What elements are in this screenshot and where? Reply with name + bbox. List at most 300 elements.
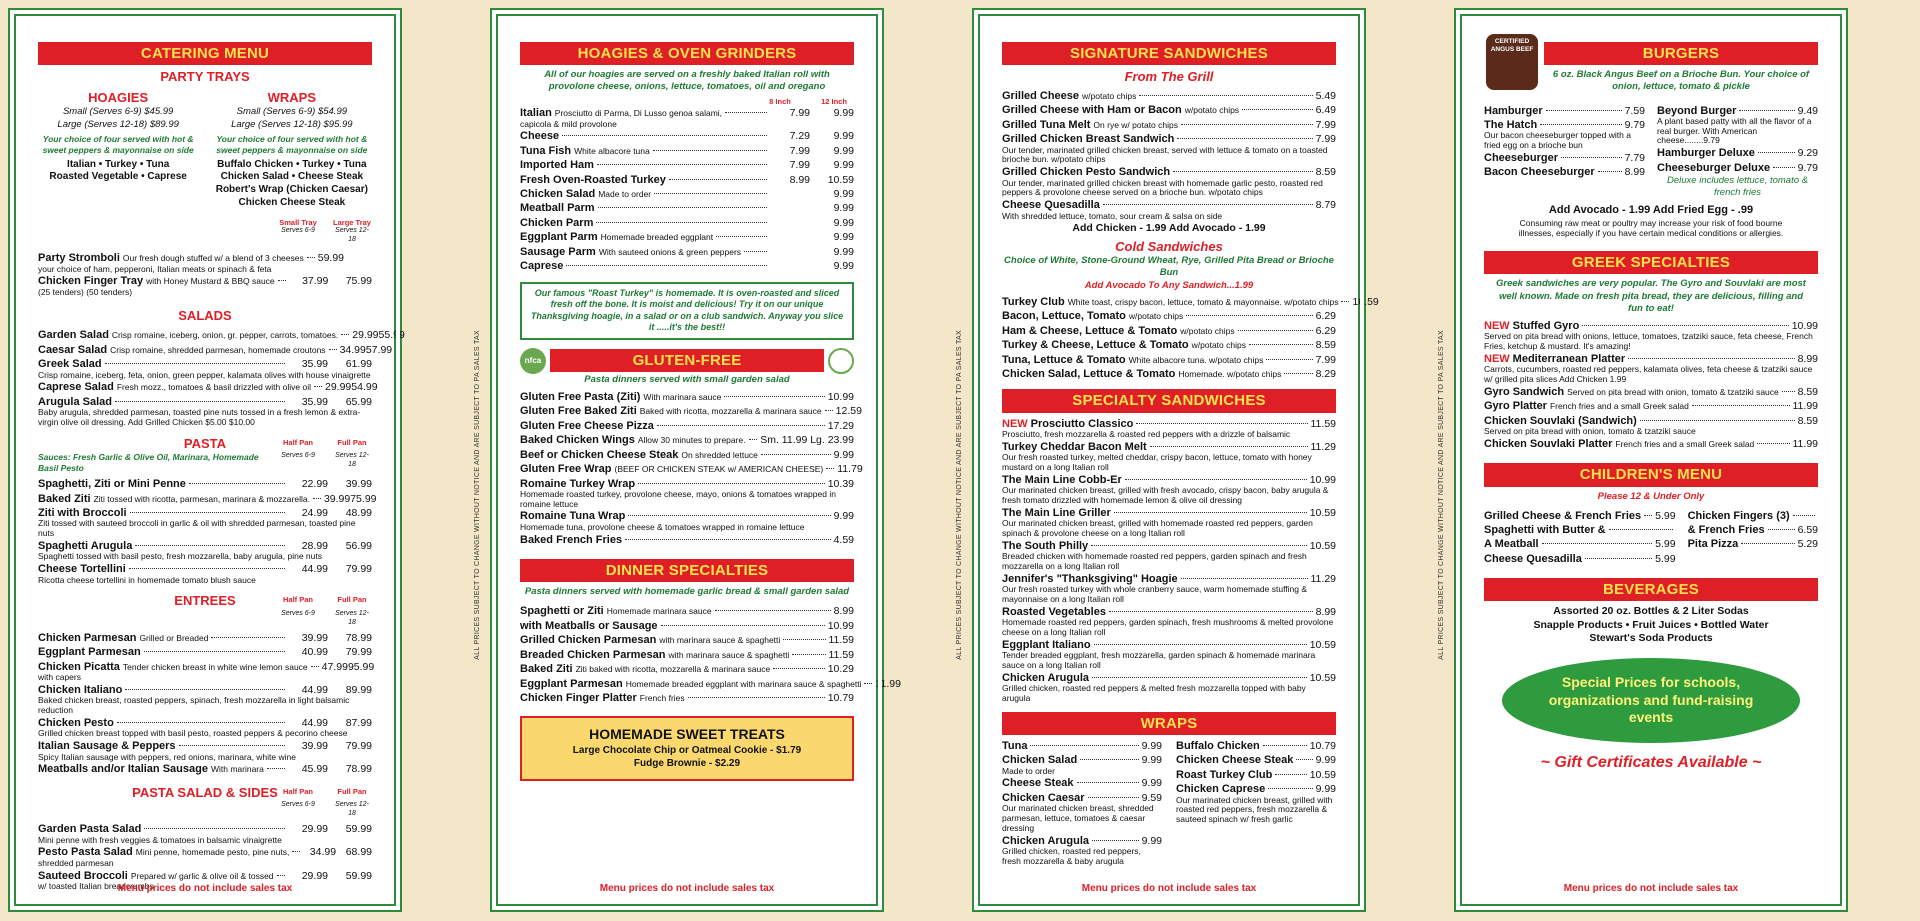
menu-item: [1002, 118, 1336, 132]
leader-dots: [1030, 745, 1138, 746]
leader-dots: [628, 515, 830, 516]
leader-dots: [638, 483, 825, 484]
menu-item: [520, 419, 854, 433]
special-prices-oval: Special Prices for schools, organizations and fund-raising events: [1502, 658, 1800, 744]
menu-item: [38, 477, 372, 491]
leader-dots: [341, 334, 349, 335]
leader-dots: [314, 386, 322, 387]
item-price-large: 87.99: [345, 716, 372, 729]
kids-right: [1688, 509, 1818, 566]
item-name: Baked Ziti: [38, 492, 91, 505]
leader-dots: [125, 689, 285, 690]
leader-dots: [311, 666, 319, 667]
menu-item: [1484, 552, 1676, 566]
cold-note: Choice of White, Stone-Ground Wheat, Rye, Grilled Pita Bread or Brioche Bun: [1004, 255, 1334, 279]
item-name: Turkey Cheddar Bacon Melt: [1002, 440, 1147, 453]
item-name: Chicken Souvlaki (Sandwich): [1484, 414, 1637, 427]
item-name: Chicken Pesto: [38, 716, 114, 729]
item-desc: with Honey Mustard & BBQ sauce: [146, 276, 275, 287]
menu-item: [520, 245, 854, 259]
item-price: 10.79: [827, 692, 854, 705]
menu-item: [38, 380, 378, 394]
vertical-note-1: ALL PRICES SUBJECT TO CHANGE WITHOUT NOTICE AND ARE SUBJECT TO PA SALES TAX: [474, 330, 481, 660]
item-price: 8.99: [1797, 352, 1818, 365]
hoagies-items: Italian • Turkey • Tuna: [67, 158, 170, 170]
item-price: 8.59: [1797, 385, 1818, 398]
item-name: Cheese: [520, 130, 560, 143]
menu-item: [1176, 739, 1336, 753]
item-desc: w/potato chips: [1184, 105, 1240, 116]
item-price-small: 37.99: [302, 275, 329, 288]
sweet-treats-box: [520, 716, 854, 782]
certified-angus-logo: [1486, 34, 1538, 90]
menu-item: [1484, 151, 1645, 165]
item-name: Spaghetti or Ziti: [520, 605, 604, 618]
leader-dots: [1585, 558, 1652, 559]
leader-dots: [773, 668, 825, 669]
party-list: [38, 251, 372, 297]
item-name: Chicken Parm: [520, 216, 594, 229]
item-name: Garden Pasta Salad: [38, 823, 142, 836]
item-name: Chicken Picatta: [38, 660, 120, 673]
pasta-serves-half: Serves 6-9: [281, 452, 315, 460]
item-name: Grilled Cheese: [1002, 89, 1080, 102]
pasta-serves-full: Serves 12-18: [335, 452, 369, 469]
item-desc: Baked with ricotta, mozzarella & marinara sauce: [639, 406, 822, 417]
item-price-small: 29.99: [301, 869, 328, 882]
item-price: 7.99: [1315, 133, 1336, 146]
item-name: Spaghetti with Butter &: [1484, 524, 1606, 537]
leader-dots: [189, 483, 285, 484]
leader-dots: [313, 498, 321, 499]
item-price: 6.29: [1315, 324, 1336, 337]
item-name: Fresh Oven-Roasted Turkey: [520, 173, 666, 186]
menu-item: [520, 462, 863, 476]
item-desc: French fries and a small Greek salad: [1549, 401, 1689, 412]
leader-dots: [864, 683, 872, 684]
sandwiches-banner: SIGNATURE SANDWICHES: [1002, 42, 1336, 65]
item-desc: French fries and a small Greek salad: [1615, 438, 1755, 449]
wraps-note: Your choice of four served with hot & sweet peppers & mayonnaise on side: [216, 133, 368, 155]
hoagies-small: Small (Serves 6-9) $45.99: [62, 106, 174, 118]
panel-catering: [14, 14, 405, 906]
leader-dots: [597, 164, 767, 165]
pasta-sauces: Sauces: Fresh Garlic & Olive Oil, Marinara, Homemade Basil Pesto: [38, 452, 259, 474]
item-detail: Our tender, marinated grilled chicken breast, served with lettuce & tomato on a toasted brioche bun. w/potato chips: [1002, 144, 1328, 165]
item-detail: Homemade roasted turkey, provolone cheese, mayo, onions & tomatoes wrapped in romaine lettuce: [520, 488, 836, 509]
item-name: The South Philly: [1002, 539, 1089, 552]
item-name: Chicken Arugula: [1002, 671, 1089, 684]
item-price: 11.59: [828, 634, 854, 647]
item-price-large: 57.99: [365, 343, 393, 356]
item-price: 7.99: [1315, 353, 1336, 366]
leader-dots: [1125, 479, 1307, 480]
item-price-large: 9.99: [833, 260, 854, 273]
menu-item: [520, 533, 854, 547]
leader-dots: [1139, 95, 1312, 96]
item-name: Chicken Fingers (3): [1687, 509, 1790, 522]
item-price: 5.99: [1655, 538, 1676, 551]
item-price-small: 7.99: [789, 107, 810, 120]
item-name: A Meatball: [1484, 538, 1539, 551]
leader-dots: [725, 112, 767, 113]
item-desc: White toast, crispy bacon, lettuce, tomato & mayonnaise. w/potato chips: [1067, 296, 1339, 307]
footer-tax-note-2: Menu prices do not include sales tax: [599, 883, 775, 895]
item-detail: Baby arugula, shredded parmesan, toasted pine nuts tossed in a fresh lemon & extra-virgin olive oil dressing. Add Grilled Chicken $5.00 $10.00: [38, 407, 361, 427]
leader-dots: [562, 135, 767, 136]
menu-item: [520, 390, 854, 404]
item-detail: Our fresh roasted turkey, melted cheddar, crispy bacon, lettuce, tomato with honey mustard on a long Italian roll: [1002, 452, 1312, 473]
item-desc: White albacore tuna: [574, 145, 650, 156]
item-name: Jennifer's "Thanksgiving" Hoagie: [1002, 572, 1178, 585]
item-price-large: 75.99: [350, 492, 377, 505]
item-name: Arugula Salad: [38, 395, 112, 408]
raw-meat-warning: Consuming raw meat or poultry may increase your risk of food bourne illnesses, especially if you have certain medical conditions or allergies.: [1518, 217, 1784, 239]
item-price-large: 68.99: [345, 846, 372, 859]
item-price-small: 44.99: [301, 563, 328, 576]
item-price: 5.99: [1655, 552, 1676, 565]
item-price: 10.99: [1791, 319, 1818, 332]
pasta-head: [38, 436, 372, 453]
item-detail: Homemade tuna, provolone cheese & tomatoes wrapped in romaine lettuce: [520, 521, 805, 532]
leader-dots: [1768, 529, 1795, 530]
menu-item: [1657, 146, 1818, 160]
item-price-small: 39.99: [301, 740, 328, 753]
item-detail: Crisp romaine, iceberg, feta, onion, green pepper, kalamata olives with house vinaigrette: [38, 369, 371, 380]
leader-dots: [1266, 359, 1312, 360]
item-desc: Crisp romaine, iceberg, onion, gr. pepper, carrots, tomatoes.: [111, 330, 339, 341]
item-name: Greek Salad: [38, 358, 102, 371]
sides-list: [38, 822, 372, 892]
item-price-small: 29.99: [301, 823, 328, 836]
leader-dots: [135, 545, 285, 546]
menu-item: [520, 129, 854, 143]
entrees-col-heads: [278, 595, 372, 605]
item-price: Sm. 11.99 Lg. 23.99: [760, 434, 854, 447]
tray-col-serves: [38, 227, 372, 245]
item-price-large: 75.99: [345, 275, 372, 288]
item-price: 10.59: [1309, 768, 1336, 781]
leader-dots: [1741, 543, 1794, 544]
item-price: 10.29: [827, 663, 854, 676]
leader-dots: [1091, 545, 1307, 546]
bev-line-1: Assorted 20 oz. Bottles & 2 Liter Sodas: [1553, 605, 1749, 618]
item-price-large: 61.99: [345, 358, 372, 371]
item-detail: Mini penne with fresh veggies & tomatoes in balsamic vinaigrette: [38, 834, 282, 845]
leader-dots: [1103, 204, 1313, 205]
leader-dots: [1540, 124, 1621, 125]
leader-dots: [1080, 759, 1138, 760]
item-name: Baked French Fries: [520, 533, 623, 546]
item-detail: Our marinated chicken breast, grilled with fresh avocado, crispy bacon, baby arugula & fresh tomato drizzled with homemade lemon & olive oil dressing: [1002, 485, 1329, 505]
item-name: Cheese Quesadilla: [1002, 199, 1100, 212]
item-price: 8.99: [1624, 166, 1645, 179]
menu-item: [1002, 739, 1162, 753]
entrees-serves: [38, 610, 372, 628]
menu-item: [38, 492, 377, 506]
menu-item: [520, 648, 854, 662]
leader-dots: [105, 363, 285, 364]
item-price: 6.59: [1797, 523, 1818, 536]
specialty-list: [1002, 417, 1336, 704]
item-price-small: 34.99: [339, 343, 366, 356]
item-name: Caprese Salad: [38, 381, 114, 394]
item-detail: A plant based patty with all the flavor of a real burger. With American cheese........9.79: [1657, 115, 1812, 146]
menu-item: [38, 762, 372, 776]
deluxe-note: Deluxe includes lettuce, tomato & french fries: [1667, 175, 1808, 199]
item-detail: Our marinated chicken breast, grilled with homemade roasted red peppers, garden spinach & provolone cheese on a long Italian roll: [1002, 518, 1313, 538]
item-price-large: 9.99: [833, 188, 854, 201]
item-desc: Tender chicken breast in white wine lemon sauce: [122, 661, 308, 672]
footer-tax-note-3: Menu prices do not include sales tax: [1081, 883, 1257, 895]
item-name: Baked Chicken Wings: [520, 434, 635, 447]
pasta-sub: [38, 452, 372, 474]
item-desc: French fries: [639, 693, 685, 704]
item-name: Cheese Tortellini: [38, 563, 126, 576]
item-desc: w/potato chips: [1180, 325, 1235, 336]
leader-dots: [669, 179, 767, 180]
item-detail: Carrots, cucumbers, roasted red peppers, kalamata olives, feta cheese & tzatziki sauce w/ grilled pita slices Add Chicken 1.99: [1484, 364, 1813, 385]
greek-note: Greek sandwiches are very popular. The Gyro and Souvlaki are most well known. Made on fresh pita bread, they are delicious, filling and fun to eat!: [1496, 278, 1806, 314]
leader-dots: [749, 439, 758, 440]
item-price-small: 28.99: [301, 539, 328, 552]
burgers-cols: [1484, 104, 1818, 200]
item-detail: capicola & mild provolone: [520, 118, 617, 129]
item-desc: w/potato chips: [1082, 90, 1137, 101]
item-detail: shredded parmesan: [38, 857, 114, 868]
gf-list: [520, 390, 863, 547]
item-price: 10.79: [1309, 739, 1336, 752]
menu-item: [520, 259, 854, 273]
burger-adds: Add Avocado - 1.99 Add Fried Egg - .99: [1548, 204, 1754, 217]
ent-col-full: Full Pan: [337, 595, 367, 605]
item-detail: Our fresh roasted turkey with whole cranberry sauce, warm homemade stuffing & mayonnaise on a long Italian roll: [1002, 584, 1308, 604]
leader-dots: [1758, 152, 1795, 153]
footer-tax-note-4: Menu prices do not include sales tax: [1563, 883, 1739, 895]
item-price: 9.99: [1141, 834, 1162, 847]
item-price: 9.99: [833, 448, 854, 461]
ent-col-half: Half Pan: [282, 595, 313, 605]
nfca-logo: nfca: [520, 348, 546, 374]
sides-title: PASTA SALAD & SIDES: [132, 784, 278, 800]
item-name: Grilled Tuna Melt: [1002, 118, 1091, 131]
menu-item: [38, 660, 375, 674]
leader-dots: [657, 425, 825, 426]
item-price-small: 35.99: [301, 358, 328, 371]
leader-dots: [826, 468, 834, 469]
leader-dots: [115, 401, 285, 402]
item-price: 9.99: [1141, 754, 1162, 767]
item-name: Tuna, Lettuce & Tomato: [1002, 353, 1126, 366]
leader-dots: [1793, 515, 1815, 516]
item-price-large: 10.59: [827, 173, 854, 186]
item-price: 10.59: [1309, 506, 1336, 519]
leader-dots: [688, 697, 825, 698]
item-price: 9.59: [1141, 791, 1162, 804]
item-name: Grilled Cheese with Ham or Bacon: [1002, 104, 1182, 117]
item-detail: Homemade roasted red peppers, garden spinach, fresh mushrooms & melted provolone cheese on a long Italian roll: [1002, 617, 1334, 637]
item-price: 11.29: [1310, 572, 1336, 585]
item-name: Italian: [520, 107, 552, 120]
item-price: 5.29: [1797, 538, 1818, 551]
item-price-small: 29.99: [352, 329, 379, 342]
menu-item: [520, 604, 854, 618]
ent-serves-full: Serves 12-18: [335, 609, 369, 626]
menu-item: [1688, 523, 1818, 537]
menu-item: [520, 662, 854, 676]
party-trays-title: PARTY TRAYS: [160, 69, 250, 85]
item-price: 9.99: [833, 510, 854, 523]
leader-dots: [1181, 578, 1308, 579]
item-price-large: 65.99: [345, 395, 372, 408]
leader-dots: [1173, 171, 1312, 172]
treats-cookie: Large Chocolate Chip or Oatmeal Cookie - $1.79: [572, 745, 802, 757]
item-name: Chicken Souvlaki Platter: [1484, 437, 1613, 450]
serves-large: Serves 12-18: [335, 227, 369, 244]
item-detail: with capers: [38, 672, 81, 683]
leader-dots: [1546, 110, 1622, 111]
item-price-small: 7.29: [789, 130, 810, 143]
item-name: Turkey & Cheese, Lettuce & Tomato: [1002, 339, 1189, 352]
item-desc: On rye w/ potato chips: [1093, 119, 1178, 130]
item-price-large: 9.99: [833, 144, 854, 157]
leader-dots: [1150, 446, 1308, 447]
menu-item: [1002, 103, 1336, 117]
item-name: Cheeseburger Deluxe: [1657, 161, 1771, 174]
menu-item: [520, 173, 854, 187]
item-price: 10.59: [1309, 671, 1336, 684]
menu-item: [1002, 89, 1336, 103]
item-detail: (25 tenders) (50 tenders): [38, 286, 133, 297]
item-name: Breaded Chicken Parmesan: [520, 648, 666, 661]
item-name: Gluten Free Wrap: [520, 463, 612, 476]
item-price-small: 59.99: [317, 252, 345, 265]
item-price-large: 55.99: [378, 329, 405, 342]
leader-dots: [1263, 745, 1307, 746]
item-name: Baked Ziti: [520, 663, 573, 676]
item-name: Beyond Burger: [1657, 104, 1737, 117]
item-desc: (BEEF OR CHICKEN STEAK w/ AMERICAN CHEESE): [614, 464, 824, 475]
hoagies-items2: Roasted Vegetable • Caprese: [49, 171, 187, 183]
item-desc: with marinara sauce & spaghetti: [659, 635, 781, 646]
cold-add: Add Avocado To Any Sandwich...1.99: [1084, 279, 1254, 291]
item-price-small: 24.99: [301, 506, 328, 519]
wraps-right: [1176, 739, 1336, 867]
item-name: Chicken Salad: [520, 188, 596, 201]
item-desc: Homemade marinara sauce: [606, 606, 712, 617]
menu-item: [520, 187, 854, 201]
trays-section: [38, 90, 372, 210]
item-name: Eggplant Parmesan: [520, 677, 623, 690]
item-detail: Our tender, marinated grilled chicken breast with homemade garlic pesto, roasted red peppers & provolone cheese served on a brioche bun. w/potato chips: [1002, 177, 1323, 198]
item-price: 8.59: [1797, 414, 1818, 427]
item-price: 9.29: [1797, 147, 1818, 160]
item-name: Gyro Platter: [1484, 400, 1547, 413]
dinner-note: Pasta dinners served with homemade garlic bread & small garden salad: [524, 586, 850, 598]
leader-dots: [1088, 797, 1139, 798]
menu-item: [520, 404, 862, 418]
grill-list: [1002, 89, 1336, 221]
item-name: & French Fries: [1687, 523, 1765, 536]
item-name: Gyro Sandwich: [1484, 385, 1565, 398]
menu-item: [38, 645, 372, 659]
item-price-small: 44.99: [301, 683, 328, 696]
item-detail: Tender breaded eggplant, fresh mozzarella, garden spinach & homemade marinara sauce on a long Italian roll: [1002, 650, 1316, 670]
leader-dots: [1238, 330, 1313, 331]
item-detail: Breaded chicken with homemade roasted red peppers, garden spinach and fresh mozzarella on a long Italian roll: [1002, 551, 1307, 571]
pasta-col-heads: [278, 438, 372, 448]
leader-dots: [1644, 515, 1652, 516]
item-name: Sausage Parm: [520, 245, 596, 258]
leader-dots: [625, 539, 830, 540]
leader-dots: [1284, 373, 1312, 374]
item-name: Chicken Caesar: [1002, 791, 1085, 804]
item-price: 10.99: [827, 619, 854, 632]
item-detail: your choice of ham, pepperoni, Italian meats or spinach & feta: [38, 263, 272, 274]
new-badge: NEW: [1484, 319, 1510, 332]
item-price: 9.49: [1797, 104, 1818, 117]
item-price-large: 48.99: [345, 506, 372, 519]
item-name: Chicken Parmesan: [38, 631, 137, 644]
item-desc: Served on pita bread with onion, tomato & tzatziki sauce: [1567, 386, 1779, 397]
item-price: 4.59: [833, 533, 854, 546]
leader-dots: [1181, 124, 1313, 125]
greek-list: [1484, 319, 1818, 451]
item-price: 6.49: [1315, 104, 1336, 117]
menu-item: [520, 230, 854, 244]
greek-banner: GREEK SPECIALTIES: [1484, 251, 1818, 274]
item-name: Prosciutto Classico: [1030, 417, 1134, 430]
vertical-note-3: ALL PRICES SUBJECT TO CHANGE WITHOUT NOTICE AND ARE SUBJECT TO PA SALES TAX: [1438, 330, 1445, 660]
item-desc: Homemade. w/potato chips: [1178, 368, 1282, 379]
item-name: Chicken Finger Tray: [38, 275, 144, 288]
item-name: Grilled Chicken Pesto Sandwich: [1002, 166, 1171, 179]
leader-dots: [654, 193, 767, 194]
catering-banner: CATERING MENU: [38, 42, 372, 65]
item-price: 10.99: [827, 390, 854, 403]
leader-dots: [1782, 391, 1795, 392]
burgers-right: [1657, 104, 1818, 176]
wraps-banner: WRAPS: [1002, 712, 1336, 735]
leader-dots: [144, 651, 285, 652]
menu-item: [1657, 161, 1818, 175]
grill-add: Add Chicken - 1.99 Add Avocado - 1.99: [1072, 222, 1266, 235]
leader-dots: [1561, 157, 1622, 158]
leader-dots: [1242, 109, 1313, 110]
item-name: The Main Line Cobb-Er: [1002, 473, 1122, 486]
item-price-large: 9.99: [833, 216, 854, 229]
col-12-inch: 12 Inch: [821, 96, 847, 106]
item-price: 7.99: [1315, 118, 1336, 131]
side-col-half: Half Pan: [282, 786, 313, 796]
item-desc: With marinara sauce: [643, 391, 722, 402]
leader-dots: [179, 745, 285, 746]
item-detail: Spaghetti tossed with basil pesto, fresh mozzarella, baby arugula, pine nuts: [38, 551, 322, 562]
leader-dots: [596, 222, 767, 223]
vertical-note-2: ALL PRICES SUBJECT TO CHANGE WITHOUT NOTICE AND ARE SUBJECT TO PA SALES TAX: [956, 330, 963, 660]
item-name: Party Stromboli: [38, 252, 120, 265]
panel-burgers: [1460, 14, 1842, 906]
tray-col-heads: [38, 218, 372, 228]
cold-title: Cold Sandwiches: [1115, 238, 1223, 254]
side-serves-full: Serves 12-18: [335, 801, 369, 818]
item-desc: Ziti tossed with ricotta, parmesan, marinara & mozzarella.: [93, 493, 310, 504]
item-name: Eggplant Parmesan: [38, 646, 141, 659]
panel-hoagies: [496, 14, 901, 906]
item-desc: Allow 30 minutes to prepare.: [637, 435, 746, 446]
angus-logo-text: CERTIFIED ANGUS BEEF: [1490, 38, 1534, 54]
wraps-cols: [1002, 739, 1336, 867]
